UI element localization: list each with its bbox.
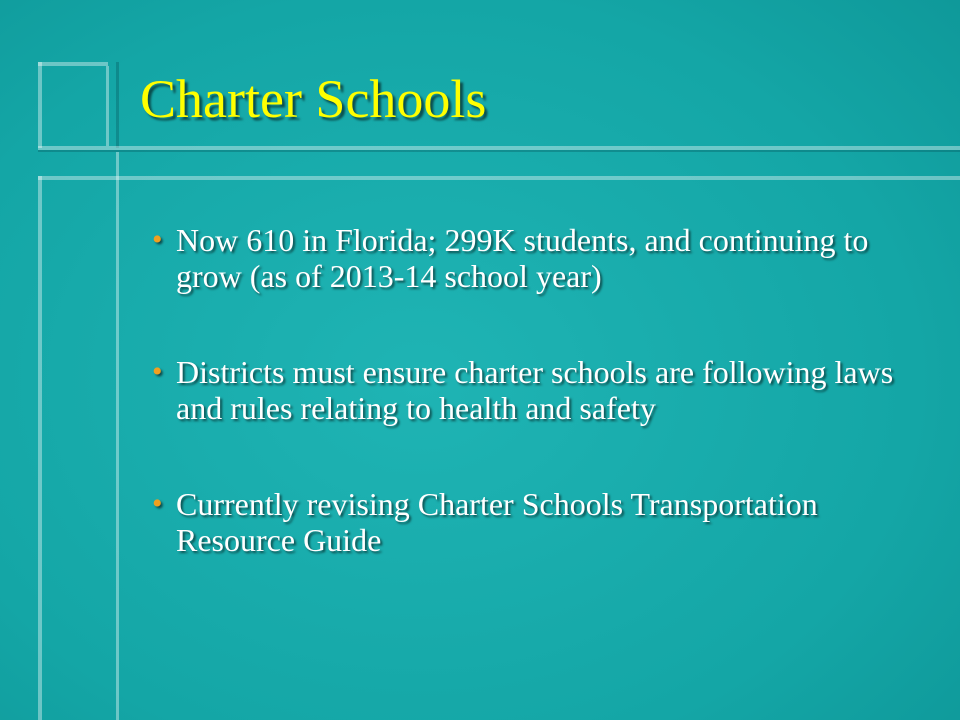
slide-title: Charter Schools [140, 69, 487, 129]
frame-line-left-upper [38, 62, 42, 148]
bullet-item [148, 486, 938, 558]
frame-line-left-lower [38, 176, 42, 720]
bullet-item [148, 222, 938, 294]
frame-line-mid-vertical [106, 66, 109, 146]
bullet-dot-icon: • [152, 487, 163, 520]
frame-line-top-short [38, 62, 108, 66]
bullet-text: Currently revising Charter Schools Transportation Resource Guide [176, 486, 818, 558]
frame-line-content-left [116, 152, 119, 720]
frame-line-right-upper [116, 62, 119, 148]
frame-line-horizontal-lower [38, 176, 960, 180]
bullet-text: Now 610 in Florida; 299K students, and continuing to grow (as of 2013-14 school year) [176, 222, 869, 294]
frame-line-horizontal-shadow [38, 150, 960, 152]
bullet-dot-icon: • [152, 355, 163, 388]
bullet-text: Districts must ensure charter schools are following laws and rules relating to health and safety [176, 354, 894, 426]
bullet-dot-icon: • [152, 223, 163, 256]
bullet-list [148, 222, 938, 558]
bullet-item [148, 354, 938, 426]
